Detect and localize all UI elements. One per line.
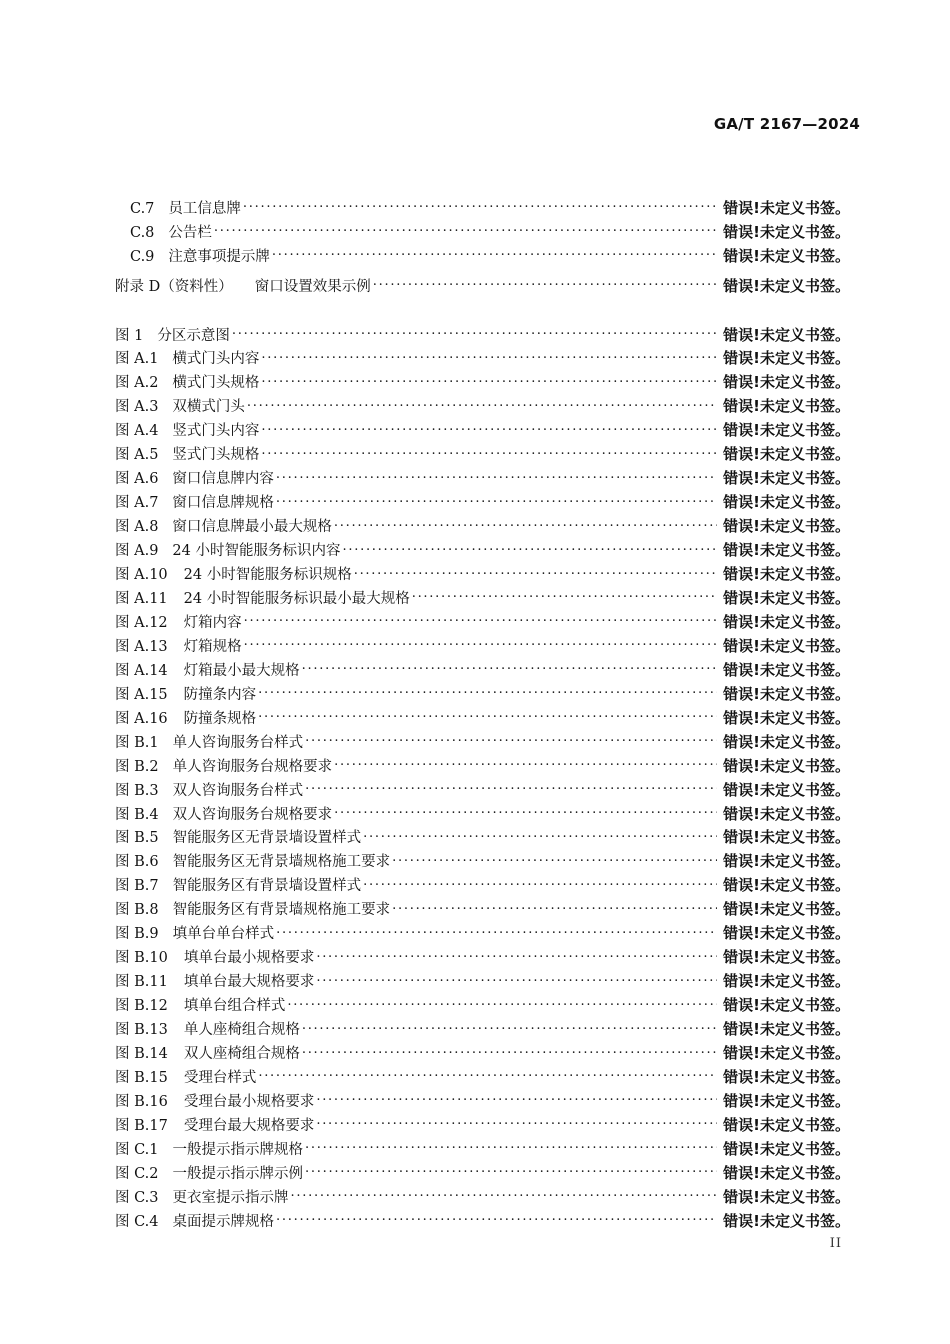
toc-entry-label	[115, 779, 303, 800]
toc-entry-title: 填单台最小规格要求	[183, 950, 315, 967]
toc-entry-page-ref: 错误!未定义书签。	[723, 924, 850, 943]
dot-leader	[334, 758, 717, 772]
toc-entry-label	[115, 324, 230, 345]
toc-entry-page-ref: 错误!未定义书签。	[723, 445, 850, 464]
toc-entry-label	[115, 1114, 314, 1135]
toc-entry-title: 受理台样式	[183, 1069, 257, 1086]
dot-leader	[305, 734, 717, 748]
dot-leader	[316, 1093, 717, 1107]
toc-entry-label	[115, 731, 303, 752]
dot-leader	[261, 447, 717, 461]
toc-entry-label	[115, 197, 241, 218]
toc-entry-page-ref: 错误!未定义书签。	[723, 1187, 850, 1206]
toc-entry[interactable]	[115, 634, 850, 656]
toc-entry-number: 图 A.3	[115, 399, 159, 416]
toc-entry-page-ref: 错误!未定义书签。	[723, 996, 850, 1015]
toc-entry-page-ref: 错误!未定义书签。	[723, 876, 850, 895]
dot-leader	[354, 567, 717, 581]
toc-entry-number: C.9	[130, 248, 155, 265]
dot-leader	[214, 224, 717, 238]
toc-entry-title: 窗口信息牌最小最大规格	[172, 519, 332, 536]
toc-entry[interactable]	[115, 1018, 850, 1040]
toc-entry[interactable]	[115, 539, 850, 561]
toc-entry[interactable]	[115, 754, 850, 776]
toc-entry-page-ref: 错误!未定义书签。	[723, 397, 850, 416]
toc-entry-label	[115, 707, 256, 728]
toc-entry[interactable]	[115, 826, 850, 848]
toc-entry-title: 双人咨询服务台样式	[172, 782, 304, 799]
toc-entry-number: 图 A.13	[115, 638, 168, 655]
toc-entry[interactable]	[115, 1137, 850, 1159]
dot-leader	[247, 399, 717, 413]
toc-entry-page-ref: 错误!未定义书签。	[723, 660, 850, 679]
toc-entry[interactable]	[115, 244, 850, 266]
toc-entry[interactable]	[115, 970, 850, 992]
dot-leader	[316, 1117, 717, 1131]
toc-entry-page-ref: 错误!未定义书签。	[723, 276, 850, 295]
toc-entry-title: 桌面提示牌规格	[172, 1213, 275, 1230]
toc-entry-page-ref: 错误!未定义书签。	[723, 469, 850, 488]
toc-entry-label	[115, 850, 390, 871]
dot-leader	[316, 950, 717, 964]
toc-entry-label	[115, 467, 274, 488]
dot-leader	[334, 519, 717, 533]
dot-leader	[272, 248, 717, 262]
toc-entry-number: 图 A.10	[115, 567, 168, 583]
toc-entry-label	[115, 755, 332, 776]
toc-entry-label	[115, 587, 410, 608]
toc-entry[interactable]	[115, 706, 850, 728]
toc-entry-number: 图 B.2	[115, 758, 159, 775]
toc-entry-number: C.7	[130, 200, 155, 217]
toc-entry-title: 受理台最大规格要求	[183, 1117, 315, 1134]
dot-leader	[243, 200, 717, 214]
toc-entry-page-ref: 错误!未定义书签。	[723, 756, 850, 775]
toc-entry-number: 图 B.12	[115, 998, 168, 1015]
toc-entry-title: 一般提示指示牌规格	[172, 1141, 304, 1158]
toc-entry[interactable]	[115, 1161, 850, 1183]
toc-entry-page-ref: 错误!未定义书签。	[723, 828, 850, 847]
toc-entry[interactable]	[115, 196, 850, 218]
toc-entry-label	[115, 611, 242, 632]
toc-entry-number: 图 A.1	[115, 351, 159, 368]
toc-entry-label	[115, 874, 361, 895]
toc-entry-page-ref: 错误!未定义书签。	[723, 421, 850, 440]
toc-entry-label	[115, 419, 259, 440]
toc-entry-label	[115, 946, 314, 967]
toc-entry-page-ref: 错误!未定义书签。	[723, 972, 850, 991]
toc-entry-title: 一般提示指示牌示例	[172, 1165, 304, 1182]
toc-entry-number: 图 A.6	[115, 471, 159, 488]
toc-entry-number: 图 B.8	[115, 902, 159, 919]
dot-leader	[276, 495, 717, 509]
toc-entry-title: 单人咨询服务台规格要求	[172, 758, 333, 775]
toc-entry-page-ref: 错误!未定义书签。	[723, 780, 850, 799]
toc-entry-page-ref: 错误!未定义书签。	[723, 222, 850, 241]
toc-entry-page-ref: 错误!未定义书签。	[723, 852, 850, 871]
toc-entry-label	[115, 539, 340, 560]
toc-entry-label	[115, 371, 259, 392]
toc-entry-number: 图 A.15	[115, 686, 168, 703]
toc-entry-label	[115, 563, 352, 584]
dot-leader	[276, 1213, 717, 1227]
dot-leader	[232, 327, 717, 341]
toc-entry-page-ref: 错误!未定义书签。	[723, 541, 850, 560]
toc-entry-title: 智能服务区无背景墙规格施工要求	[172, 854, 391, 871]
toc-entry-number: 图 A.7	[115, 495, 159, 512]
toc-entry-page-ref: 错误!未定义书签。	[723, 565, 850, 583]
toc-entry-number: 图 A.14	[115, 662, 168, 679]
toc-entry-number: 图 B.13	[115, 1022, 168, 1039]
toc-entry-title: 灯箱内容	[183, 614, 242, 631]
toc-entry[interactable]	[115, 610, 850, 632]
toc-entry-title: 单人咨询服务台样式	[172, 734, 304, 751]
toc-entry[interactable]	[115, 515, 850, 537]
toc-entry[interactable]	[115, 658, 850, 680]
toc-entry-number: 图 B.17	[115, 1117, 168, 1134]
toc-entry[interactable]	[115, 419, 850, 441]
toc-entry[interactable]	[115, 563, 850, 585]
toc-entry-label	[115, 898, 390, 919]
dot-leader	[363, 830, 717, 844]
dot-leader	[392, 902, 717, 916]
toc-entry[interactable]	[115, 467, 850, 489]
toc-entry-label	[115, 803, 332, 824]
toc-entry-title: 灯箱最小最大规格	[183, 662, 300, 679]
dot-leader	[261, 423, 717, 437]
dot-leader	[392, 854, 717, 868]
toc-entry-page-ref: 错误!未定义书签。	[723, 708, 850, 727]
toc-entry-label	[115, 1186, 289, 1207]
toc-entry-number: 图 A.5	[115, 447, 159, 464]
toc-entry-number: 图 C.2	[115, 1165, 159, 1182]
toc-entry-label	[115, 1090, 314, 1111]
toc-entry-number: 附录 D（资料性）	[115, 278, 233, 295]
dot-leader	[305, 782, 717, 796]
dot-leader	[302, 1046, 717, 1060]
toc-entry[interactable]	[115, 898, 850, 920]
toc-entry-page-ref: 错误!未定义书签。	[723, 732, 850, 751]
dot-leader	[302, 1022, 717, 1036]
toc-entry-number: 图 C.4	[115, 1213, 159, 1230]
toc-entry-title: 更衣室提示指示牌	[172, 1189, 289, 1206]
dot-leader	[261, 375, 717, 389]
toc-entry-title: 公告栏	[168, 224, 212, 241]
toc-entry[interactable]	[115, 371, 850, 393]
dot-leader	[276, 471, 717, 485]
toc-entry[interactable]	[115, 802, 850, 824]
toc-entry-page-ref: 错误!未定义书签。	[723, 588, 850, 607]
toc-entry-number: 图 A.2	[115, 375, 159, 392]
toc-entry-page-ref: 错误!未定义书签。	[723, 684, 850, 703]
toc-entry-number: 图 A.4	[115, 423, 159, 440]
dot-leader	[342, 543, 717, 557]
toc-entry-title: 横式门头内容	[172, 351, 260, 368]
toc-entry-label	[115, 245, 270, 266]
toc-entry[interactable]	[115, 1209, 850, 1231]
toc-entry[interactable]	[115, 1042, 850, 1064]
dot-leader	[258, 710, 717, 724]
toc-entry-title: 24 小时智能服务标识内容	[172, 543, 341, 560]
toc-entry-page-ref: 错误!未定义书签。	[723, 1163, 850, 1182]
toc-entry-label	[115, 443, 259, 464]
toc-entry-number: 图 B.4	[115, 806, 159, 823]
toc-entry-label	[115, 922, 274, 943]
toc-entry[interactable]	[115, 274, 850, 296]
dot-leader	[261, 351, 717, 365]
toc-entry-number: 图 C.3	[115, 1189, 159, 1206]
dot-leader	[363, 878, 717, 892]
toc-entry-title: 横式门头规格	[172, 375, 260, 392]
toc-entry-page-ref: 错误!未定义书签。	[723, 373, 850, 392]
toc-entry-title: 分区示意图	[157, 327, 230, 344]
toc-entry-title: 窗口设置效果示例	[254, 278, 371, 295]
toc-entry-number: 图 A.16	[115, 710, 168, 727]
page-number: II	[829, 1236, 842, 1251]
toc-entry-label	[115, 1042, 300, 1063]
toc-entry-page-ref: 错误!未定义书签。	[723, 1091, 850, 1110]
toc-entry-number: 图 B.11	[115, 974, 168, 991]
toc-entry-number: 图 C.1	[115, 1141, 159, 1158]
toc-entry-number: 图 B.3	[115, 782, 159, 799]
toc-entry-label	[115, 970, 314, 991]
toc-entry-page-ref: 错误!未定义书签。	[723, 349, 850, 368]
toc-entry[interactable]	[115, 1113, 850, 1135]
toc-entry-label	[115, 515, 332, 536]
toc-entry-number: 图 B.7	[115, 878, 159, 895]
toc-entry-label	[115, 1018, 300, 1039]
toc-entry-number: 图 B.1	[115, 734, 159, 751]
toc-entry-title: 双横式门头	[172, 399, 245, 416]
toc-entry-label	[115, 395, 245, 416]
toc-entry-page-ref: 错误!未定义书签。	[723, 1115, 850, 1134]
toc-entry-label	[115, 1138, 303, 1159]
toc-entry[interactable]	[115, 850, 850, 872]
toc-entry-label	[115, 1066, 256, 1087]
toc-entry-label	[115, 1162, 303, 1183]
toc-entry-title: 竖式门头内容	[172, 423, 260, 440]
toc-entry-label	[115, 1210, 274, 1231]
dot-leader	[287, 998, 717, 1012]
toc-entry-page-ref: 错误!未定义书签。	[723, 900, 850, 919]
dot-leader	[244, 638, 718, 652]
dot-leader	[258, 686, 717, 700]
toc-entry[interactable]	[115, 994, 850, 1016]
toc-entry-number: 图 B.9	[115, 926, 159, 943]
toc-entry[interactable]	[115, 586, 850, 608]
toc-entry-page-ref: 错误!未定义书签。	[723, 612, 850, 631]
toc-entry-page-ref: 错误!未定义书签。	[723, 636, 850, 655]
dot-leader	[258, 1069, 717, 1083]
toc-entry-title: 注意事项提示牌	[168, 248, 270, 265]
toc-entry-title: 智能服务区无背景墙设置样式	[172, 830, 362, 847]
toc-entry-title: 受理台最小规格要求	[183, 1093, 315, 1110]
dot-leader	[305, 1141, 717, 1155]
toc-entry-number: C.8	[130, 224, 155, 241]
toc-entry-title: 单人座椅组合规格	[183, 1022, 300, 1039]
toc-entry-number: 图 B.14	[115, 1046, 168, 1062]
toc-entry-title: 填单台单台样式	[172, 926, 275, 943]
toc-entry-number: 图 A.12	[115, 614, 168, 631]
toc-entry[interactable]	[115, 491, 850, 513]
toc-entry-title: 员工信息牌	[168, 200, 241, 217]
toc-entry-title: 双人咨询服务台规格要求	[172, 806, 333, 823]
toc-entry-title: 智能服务区有背景墙规格施工要求	[172, 902, 391, 919]
toc-entry-label	[115, 347, 259, 368]
toc-entry-title: 竖式门头规格	[172, 447, 260, 464]
dot-leader	[334, 806, 717, 820]
dot-leader	[302, 662, 718, 676]
toc-entry-label	[115, 491, 274, 512]
toc-entry-page-ref: 错误!未定义书签。	[723, 325, 850, 344]
toc-entry-title: 灯箱规格	[183, 638, 242, 655]
toc-entry-label	[115, 635, 242, 656]
toc-entry-title: 防撞条规格	[183, 710, 257, 727]
toc-entry-label	[115, 221, 212, 242]
toc-entry-number: 图 B.10	[115, 950, 168, 967]
toc-entry[interactable]	[115, 347, 850, 369]
dot-leader	[305, 1165, 717, 1179]
toc-entry-page-ref: 错误!未定义书签。	[723, 517, 850, 536]
toc-entry-label	[115, 826, 361, 847]
toc-entry-title: 防撞条内容	[183, 686, 257, 703]
dot-leader	[316, 974, 717, 988]
toc-entry-number: 图 B.16	[115, 1093, 168, 1110]
toc-entry-number: 图 A.9	[115, 543, 159, 560]
dot-leader	[291, 1189, 718, 1203]
toc-entry[interactable]	[115, 220, 850, 242]
toc-entry-title: 双人座椅组合规格	[183, 1046, 300, 1062]
toc-entry[interactable]	[115, 323, 850, 345]
toc-entry-label	[115, 275, 371, 296]
toc-entry[interactable]	[115, 443, 850, 465]
standard-code: GA/T 2167—2024	[713, 115, 860, 133]
dot-leader	[244, 614, 718, 628]
toc-entry[interactable]	[115, 1065, 850, 1087]
toc-entry-title: 智能服务区有背景墙设置样式	[172, 878, 362, 895]
dot-leader	[412, 590, 717, 604]
toc-entry-page-ref: 错误!未定义书签。	[723, 1211, 850, 1230]
toc-entry[interactable]	[115, 1089, 850, 1111]
toc-entry-title: 填单台最大规格要求	[183, 974, 315, 991]
toc-entry-page-ref: 错误!未定义书签。	[723, 1067, 850, 1086]
toc-entry-number: 图 B.6	[115, 854, 159, 871]
toc-entry[interactable]	[115, 946, 850, 968]
toc-entry[interactable]	[115, 395, 850, 417]
toc-entry-number: 图 1	[115, 327, 144, 344]
dot-leader	[276, 926, 717, 940]
toc-entry-page-ref: 错误!未定义书签。	[723, 1139, 850, 1158]
toc-entry-page-ref: 错误!未定义书签。	[723, 1020, 850, 1039]
toc-entry-number: 图 A.8	[115, 519, 159, 536]
toc-entry[interactable]	[115, 682, 850, 704]
toc-entry-page-ref: 错误!未定义书签。	[723, 1044, 850, 1062]
toc-entry[interactable]	[115, 730, 850, 752]
toc-entry[interactable]	[115, 778, 850, 800]
toc-entry[interactable]	[115, 922, 850, 944]
toc-entry-number: 图 A.11	[115, 590, 168, 607]
toc-entry-label	[115, 683, 256, 704]
toc-entry-label	[115, 994, 285, 1015]
dot-leader	[373, 278, 717, 292]
toc-entry-title: 24 小时智能服务标识最小最大规格	[183, 590, 410, 607]
toc-entry-title: 24 小时智能服务标识规格	[183, 567, 352, 583]
toc-entry-page-ref: 错误!未定义书签。	[723, 804, 850, 823]
toc-entry-label	[115, 659, 300, 680]
toc-entry[interactable]	[115, 874, 850, 896]
toc-entry-number: 图 B.15	[115, 1069, 168, 1086]
toc-entry-page-ref: 错误!未定义书签。	[723, 493, 850, 512]
toc-entry-title: 填单台组合样式	[183, 998, 286, 1015]
toc-entry-title: 窗口信息牌内容	[172, 471, 274, 488]
toc-entry-page-ref: 错误!未定义书签。	[723, 948, 850, 967]
toc-entry-page-ref: 错误!未定义书签。	[723, 198, 850, 217]
toc-entry-number: 图 B.5	[115, 830, 159, 847]
toc-entry-title: 窗口信息牌规格	[172, 495, 274, 512]
toc-entry-page-ref: 错误!未定义书签。	[723, 246, 850, 265]
toc-entry[interactable]	[115, 1185, 850, 1207]
